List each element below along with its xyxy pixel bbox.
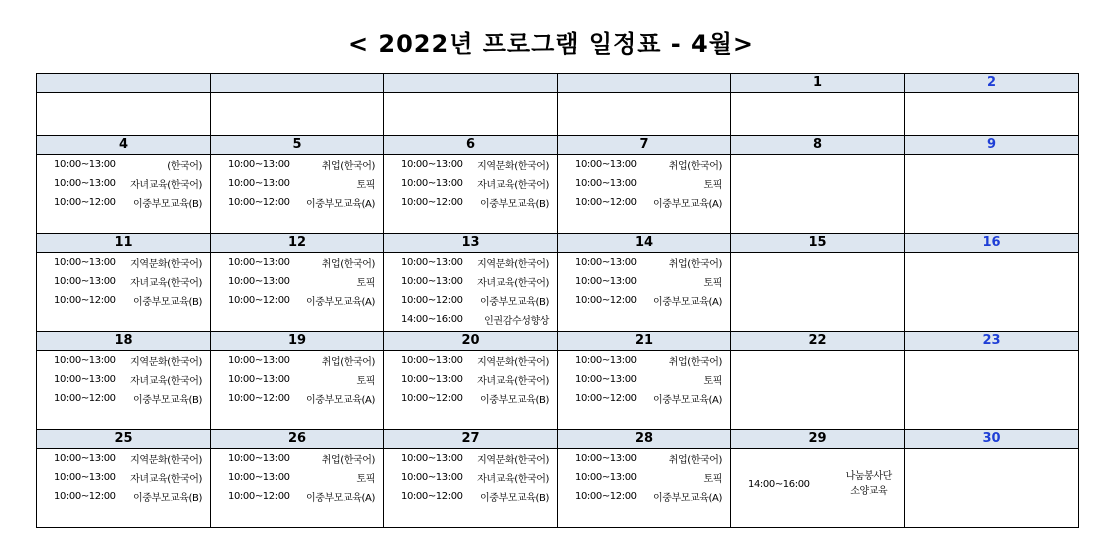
day-cell — [558, 351, 731, 430]
session-entry — [37, 155, 210, 174]
session-program: 취업(한국어) — [668, 357, 722, 368]
session-time: 10:00~12:00 — [575, 295, 637, 306]
session-time: 10:00~12:00 — [54, 295, 116, 306]
session-time: 10:00~13:00 — [228, 257, 290, 268]
session-entry — [211, 291, 383, 310]
day-cell — [905, 253, 1079, 332]
session-time: 10:00~12:00 — [575, 197, 637, 208]
session-program: 취업(한국어) — [321, 357, 375, 368]
session-program: 이중부모교육(B) — [479, 395, 549, 406]
session-entry — [211, 370, 383, 389]
session-entry — [211, 193, 383, 212]
week-body-row — [37, 155, 1079, 234]
date-cell — [37, 74, 211, 93]
date-cell: 20 — [384, 332, 558, 351]
session-program: 자녀교육(한국어) — [130, 474, 202, 485]
session-entry — [558, 468, 730, 487]
session-entry — [37, 174, 210, 193]
day-cell — [384, 93, 558, 136]
session-time: 10:00~13:00 — [575, 472, 637, 483]
date-cell: 28 — [558, 430, 731, 449]
page-title: < 2022년 프로그램 일정표 - 4월> — [347, 30, 755, 58]
session-program: 이중부모교육(B) — [132, 493, 202, 504]
session-time: 10:00~13:00 — [401, 257, 463, 268]
session-entry — [384, 193, 557, 212]
session-entry — [211, 487, 383, 506]
session-time: 10:00~13:00 — [401, 276, 463, 287]
week-header-row — [37, 74, 1079, 93]
session-program: 지역문화(한국어) — [477, 161, 549, 172]
session-program: 이중부모교육(B) — [479, 297, 549, 308]
day-cell — [731, 155, 905, 234]
session-program: 토픽 — [356, 180, 375, 191]
session-time: 10:00~13:00 — [401, 178, 463, 189]
date-cell: 6 — [384, 136, 558, 155]
date-cell: 22 — [731, 332, 905, 351]
session-time: 10:00~13:00 — [228, 453, 290, 464]
session-program: 이중부모교육(B) — [479, 199, 549, 210]
session-time: 10:00~13:00 — [575, 453, 637, 464]
session-entry — [211, 449, 383, 468]
session-entry — [558, 370, 730, 389]
session-program: 지역문화(한국어) — [477, 259, 549, 270]
date-cell: 13 — [384, 234, 558, 253]
week-body-row — [37, 351, 1079, 430]
session-time: 10:00~13:00 — [54, 374, 116, 385]
date-cell: 4 — [37, 136, 211, 155]
session-program: 토픽 — [703, 180, 722, 191]
session-entry — [384, 389, 557, 408]
session-entry — [37, 253, 210, 272]
session-time: 10:00~13:00 — [575, 355, 637, 366]
date-cell: 29 — [731, 430, 905, 449]
date-cell: 5 — [211, 136, 384, 155]
session-time: 10:00~12:00 — [228, 197, 290, 208]
session-entry — [384, 487, 557, 506]
day-cell — [558, 93, 731, 136]
session-program: 이중부모교육(A) — [305, 297, 375, 308]
session-program: 토픽 — [356, 376, 375, 387]
day-cell — [905, 93, 1079, 136]
day-cell — [211, 155, 384, 234]
session-program: 이중부모교육(A) — [305, 493, 375, 504]
day-cell — [37, 351, 211, 430]
date-cell — [384, 74, 558, 93]
session-entry — [384, 370, 557, 389]
session-entry — [558, 449, 730, 468]
session-entry — [558, 174, 730, 193]
day-cell — [905, 351, 1079, 430]
session-time: 10:00~13:00 — [575, 374, 637, 385]
day-cell — [211, 253, 384, 332]
session-time: 10:00~13:00 — [575, 159, 637, 170]
session-time: 10:00~12:00 — [228, 295, 290, 306]
session-program: 이중부모교육(B) — [132, 395, 202, 406]
session-program: 자녀교육(한국어) — [477, 376, 549, 387]
day-cell — [558, 155, 731, 234]
day-cell — [37, 253, 211, 332]
session-time: 10:00~12:00 — [228, 491, 290, 502]
saturday-date-cell: 30 — [905, 430, 1079, 449]
session-time: 10:00~13:00 — [228, 276, 290, 287]
session-entry — [384, 272, 557, 291]
session-program: 이중부모교육(B) — [132, 297, 202, 308]
date-cell: 26 — [211, 430, 384, 449]
session-time: 10:00~13:00 — [401, 355, 463, 366]
day-cell — [731, 253, 905, 332]
session-time: 14:00~16:00 — [401, 314, 463, 325]
date-cell: 25 — [37, 430, 211, 449]
session-entry — [37, 193, 210, 212]
session-entry — [558, 155, 730, 174]
session-program: 지역문화(한국어) — [477, 455, 549, 466]
session-entry — [384, 449, 557, 468]
day-cell — [905, 155, 1079, 234]
session-program: 취업(한국어) — [668, 455, 722, 466]
day-cell — [905, 449, 1079, 528]
session-entry — [37, 487, 210, 506]
session-entry — [558, 487, 730, 506]
session-time: 10:00~12:00 — [401, 295, 463, 306]
session-program: 자녀교육(한국어) — [477, 474, 549, 485]
session-entry — [384, 310, 557, 329]
session-program: 이중부모교육(A) — [652, 199, 722, 210]
session-program: 이중부모교육(B) — [479, 493, 549, 504]
session-program: 자녀교육(한국어) — [477, 278, 549, 289]
session-program: 지역문화(한국어) — [130, 455, 202, 466]
session-entry — [211, 389, 383, 408]
session-program: 이중부모교육(A) — [652, 395, 722, 406]
session-entry — [211, 272, 383, 291]
session-program: 취업(한국어) — [668, 259, 722, 270]
session-entry — [37, 351, 210, 370]
session-time: 10:00~12:00 — [401, 491, 463, 502]
week-body-row — [37, 93, 1079, 136]
session-time: 10:00~13:00 — [401, 472, 463, 483]
session-program: 토픽 — [703, 278, 722, 289]
session-time: 10:00~12:00 — [228, 393, 290, 404]
day-cell — [211, 351, 384, 430]
session-time: 10:00~13:00 — [228, 159, 290, 170]
date-cell: 27 — [384, 430, 558, 449]
session-entry — [558, 253, 730, 272]
session-program: 지역문화(한국어) — [130, 357, 202, 368]
session-entry — [37, 272, 210, 291]
session-program: 자녀교육(한국어) — [130, 376, 202, 387]
saturday-date-cell: 2 — [905, 74, 1079, 93]
session-program: 자녀교육(한국어) — [477, 180, 549, 191]
session-entry — [37, 389, 210, 408]
day-cell — [384, 449, 558, 528]
session-entry — [384, 155, 557, 174]
session-entry — [558, 193, 730, 212]
week-header-row — [37, 136, 1079, 155]
session-program: 이중부모교육(A) — [652, 297, 722, 308]
special-event-time: 14:00~16:00 — [748, 478, 810, 490]
session-time: 10:00~13:00 — [575, 257, 637, 268]
saturday-date-cell: 23 — [905, 332, 1079, 351]
date-cell — [558, 74, 731, 93]
session-program: 지역문화(한국어) — [477, 357, 549, 368]
day-cell — [731, 93, 905, 136]
session-time: 10:00~13:00 — [228, 178, 290, 189]
session-program: 취업(한국어) — [321, 161, 375, 172]
session-entry — [37, 370, 210, 389]
session-time: 10:00~12:00 — [401, 197, 463, 208]
session-program: 이중부모교육(A) — [652, 493, 722, 504]
session-time: 10:00~13:00 — [54, 472, 116, 483]
day-cell — [384, 351, 558, 430]
session-entry — [211, 174, 383, 193]
day-cell — [211, 449, 384, 528]
session-program: 이중부모교육(A) — [305, 199, 375, 210]
day-cell — [211, 93, 384, 136]
session-time: 10:00~12:00 — [54, 197, 116, 208]
session-entry — [211, 253, 383, 272]
session-entry — [558, 272, 730, 291]
session-program: 취업(한국어) — [321, 455, 375, 466]
session-time: 10:00~13:00 — [228, 374, 290, 385]
day-cell — [558, 253, 731, 332]
session-entry — [211, 351, 383, 370]
date-cell: 8 — [731, 136, 905, 155]
date-cell: 7 — [558, 136, 731, 155]
session-program: 자녀교육(한국어) — [130, 180, 202, 191]
session-program: 자녀교육(한국어) — [130, 278, 202, 289]
week-body-row — [37, 449, 1079, 528]
day-cell — [384, 253, 558, 332]
session-time: 10:00~12:00 — [54, 393, 116, 404]
session-time: 10:00~13:00 — [54, 276, 116, 287]
session-time: 10:00~13:00 — [401, 159, 463, 170]
day-cell — [37, 93, 211, 136]
session-program: 토픽 — [356, 474, 375, 485]
session-entry — [558, 291, 730, 310]
session-program: 지역문화(한국어) — [130, 259, 202, 270]
session-time: 10:00~12:00 — [575, 491, 637, 502]
special-event-line1: 나눔봉사단 — [845, 471, 892, 482]
session-program: 토픽 — [703, 474, 722, 485]
day-cell — [37, 155, 211, 234]
day-cell — [558, 449, 731, 528]
session-time: 10:00~13:00 — [401, 374, 463, 385]
special-event-title — [846, 469, 892, 499]
week-header-row — [37, 430, 1079, 449]
session-time: 10:00~13:00 — [54, 257, 116, 268]
session-time: 10:00~13:00 — [54, 159, 116, 170]
saturday-date-cell: 16 — [905, 234, 1079, 253]
session-time: 10:00~13:00 — [54, 178, 116, 189]
session-program: 토픽 — [703, 376, 722, 387]
session-time: 10:00~12:00 — [54, 491, 116, 502]
session-program: 취업(한국어) — [668, 161, 722, 172]
session-time: 10:00~13:00 — [54, 453, 116, 464]
session-time: 10:00~13:00 — [575, 276, 637, 287]
session-entry — [558, 351, 730, 370]
session-entry — [384, 468, 557, 487]
session-entry — [384, 291, 557, 310]
day-cell — [731, 449, 905, 528]
saturday-date-cell: 9 — [905, 136, 1079, 155]
date-cell — [211, 74, 384, 93]
date-cell: 15 — [731, 234, 905, 253]
special-event-line2: 소양교육 — [850, 486, 888, 497]
session-entry — [384, 174, 557, 193]
week-body-row — [37, 253, 1079, 332]
date-cell: 1 — [731, 74, 905, 93]
session-entry — [384, 253, 557, 272]
session-entry — [211, 155, 383, 174]
session-program: (한국어) — [167, 161, 202, 172]
session-time: 10:00~12:00 — [575, 393, 637, 404]
date-cell: 11 — [37, 234, 211, 253]
day-cell — [731, 351, 905, 430]
monthly-schedule-table — [36, 73, 1079, 528]
session-entry — [37, 468, 210, 487]
session-entry — [211, 468, 383, 487]
session-program: 취업(한국어) — [321, 259, 375, 270]
session-time: 10:00~13:00 — [54, 355, 116, 366]
session-program: 이중부모교육(A) — [305, 395, 375, 406]
date-cell: 21 — [558, 332, 731, 351]
session-entry — [37, 291, 210, 310]
session-entry — [384, 351, 557, 370]
special-event — [731, 449, 904, 519]
session-entry — [558, 389, 730, 408]
session-time: 10:00~13:00 — [228, 355, 290, 366]
date-cell: 12 — [211, 234, 384, 253]
session-time: 10:00~13:00 — [401, 453, 463, 464]
week-header-row — [37, 332, 1079, 351]
day-cell — [384, 155, 558, 234]
session-program: 이중부모교육(B) — [132, 199, 202, 210]
date-cell: 19 — [211, 332, 384, 351]
date-cell: 14 — [558, 234, 731, 253]
day-cell — [37, 449, 211, 528]
session-program: 토픽 — [356, 278, 375, 289]
date-cell: 18 — [37, 332, 211, 351]
session-entry — [37, 449, 210, 468]
session-time: 10:00~12:00 — [401, 393, 463, 404]
session-time: 10:00~13:00 — [228, 472, 290, 483]
week-header-row — [37, 234, 1079, 253]
session-time: 10:00~13:00 — [575, 178, 637, 189]
session-program: 인권감수성향상 — [484, 316, 549, 327]
